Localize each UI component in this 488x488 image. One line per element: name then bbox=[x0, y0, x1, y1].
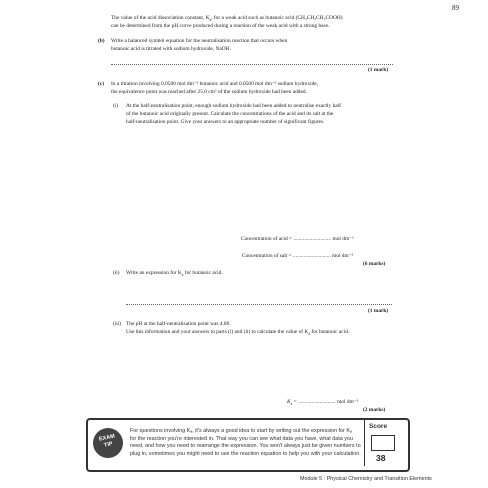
page-number: 89 bbox=[452, 4, 459, 12]
part-c-iii-marks: (2 marks) bbox=[363, 407, 386, 413]
part-b-label: (b) bbox=[98, 38, 105, 44]
part-c-i-line-1: At the half-neutralisation point, enough sodium hydroxide had been added to neutralise exactly half bbox=[126, 103, 341, 109]
part-c-ii-label: (ii) bbox=[113, 270, 120, 276]
part-c-line-1: In a titration involving 0.0500 mol dm⁻³ butanoic acid and 0.0500 mol dm⁻³ sodium hydroxide, bbox=[111, 81, 319, 87]
part-c-iii-line-2: Use this information and your answers to parts (i) and (ii) to calculate the value of $K_a$ for butanoic acid. bbox=[126, 329, 350, 337]
exam-tip-text bbox=[130, 428, 370, 458]
intro-line-2: can be determined from the pH curve produced during a reaction of the weak acid with a strong base. bbox=[111, 23, 330, 29]
part-c-iii-line-1: The pH at the half-neutralisation point was 4.80. bbox=[126, 321, 231, 327]
page-footer: Module 5 : Physical Chemistry and Transition Elements bbox=[300, 476, 432, 482]
part-c-i-line-2: of the butanoic acid originally present. Calculate the concentrations of the acid and its salt at the bbox=[126, 111, 334, 117]
part-b-line-2: butanoic acid is titrated with sodium hydroxide, NaOH. bbox=[111, 46, 231, 52]
part-c-ii-answer-line[interactable] bbox=[126, 304, 392, 305]
exam-tip-badge-line-1: EXAM bbox=[98, 433, 116, 443]
score-entry-box[interactable] bbox=[371, 435, 395, 451]
part-c-line-2: the equivalence point was reached after 25.0 cm³ of the sodium hydroxide had been added. bbox=[111, 89, 307, 95]
part-c-iii-label: (iii) bbox=[113, 321, 122, 327]
exam-tip-line-2: for the reaction you're interested in. That way you can see what data you have, what data you bbox=[130, 435, 353, 442]
part-b-marks: (1 mark) bbox=[368, 67, 389, 73]
part-b-line-1: Write a balanced symbol equation for the neutralisation reaction that occurs when bbox=[111, 38, 288, 44]
ka-answer-field[interactable]: $K_a$ = ............................ mol dm⁻³ bbox=[287, 399, 359, 407]
part-c-i-marks: (6 marks) bbox=[363, 261, 386, 267]
exam-tip-line-3: need, and how you need to rearrange the expression. You won't always just be given numbers to bbox=[130, 443, 361, 450]
acid-concentration-field[interactable]: Concentration of acid = ............................ mol dm⁻³ bbox=[241, 236, 354, 242]
salt-concentration-field[interactable]: Concentration of salt = ............................ mol dm⁻³ bbox=[242, 253, 354, 259]
part-b-answer-line[interactable] bbox=[111, 64, 393, 65]
part-c-i-label: (i) bbox=[113, 103, 119, 109]
score-total: 38 bbox=[376, 453, 386, 463]
exam-tip-line-4: plug in, sometimes you might need to use the reaction equation to help you with your calculation. bbox=[130, 450, 361, 457]
exam-tip-line-1: For questions involving Kₐ, it's always a good idea to start by writing out the expression for Kₐ bbox=[130, 428, 352, 434]
part-c-label: (c) bbox=[98, 81, 104, 87]
part-c-ii-marks: (1 mark) bbox=[368, 308, 389, 314]
part-c-i-line-3: half-neutralisation point. Give your answers to an appropriate number of significant figures. bbox=[126, 119, 325, 125]
exam-tip-badge-line-2: TIP bbox=[103, 441, 114, 449]
part-c-ii-text: Write an expression for $K_a$ for butanoic acid. bbox=[126, 270, 223, 278]
intro-line-1: The value of the acid dissociation constant, $K_a$, for a weak acid such as butanoic acid (CH₃CH₂CH₂COOH) bbox=[111, 15, 343, 23]
score-label: Score bbox=[369, 423, 388, 430]
